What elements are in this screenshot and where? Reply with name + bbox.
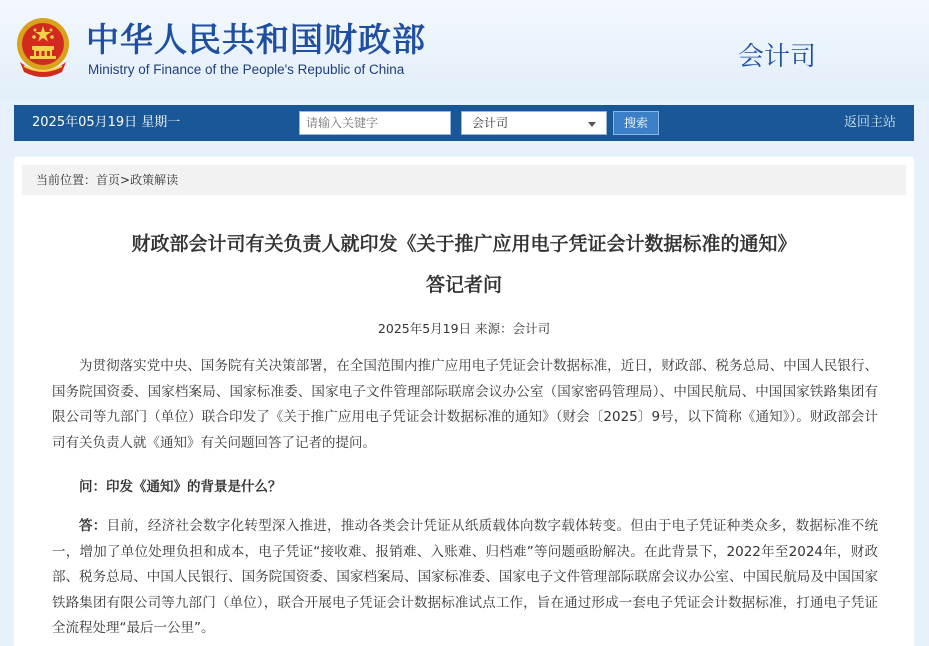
breadcrumb-prefix: 当前位置： xyxy=(36,173,97,187)
search-scope-value: 会计司 xyxy=(472,116,509,130)
department-name: 会计司 xyxy=(738,42,817,72)
site-title[interactable]: 中华人民共和国财政部 xyxy=(86,20,426,59)
site-title-english[interactable]: Ministry of Finance of the People's Republic of China xyxy=(88,62,405,77)
site-header xyxy=(0,0,929,100)
search-scope-select[interactable] xyxy=(461,111,607,135)
article-title: 财政部会计司有关负责人就印发《关于推广应用电子凭证会计数据标准的通知》 xyxy=(131,233,797,255)
current-date: 2025年05月19日 星期一 xyxy=(32,115,181,130)
answer-text: 目前，经济社会数字化转型深入推进，推动各类会计凭证从纸质载体向数字载体转变。但由于电子凭证种类众多，数据标准不统一，增加了单位处理负担和成本，电子凭证“接收难、报销难、入账难、归档难”等问题亟盼解决。在此背景下，2022年至2024年，财政部、税务总局、中国人民银行、国务院国资委、国家档案局、国家标准委、国家电子文件管理部际联席会议办公室、中国民航局及中国国家铁路集团有限公司等九部门（单位），联合开展电子凭证会计数据标准试点工作，旨在通过形成一套电子凭证会计数据标准，打通电子凭证全流程处理“最后一公里”。 xyxy=(52,518,878,636)
breadcrumb xyxy=(22,165,906,195)
answer-lead: 答： xyxy=(79,518,107,534)
search-input[interactable] xyxy=(299,111,451,135)
article-question: 问：印发《通知》的背景是什么？ xyxy=(79,479,282,495)
return-home-link[interactable]: 返回主站 xyxy=(843,115,896,130)
breadcrumb-separator: > xyxy=(120,173,131,187)
article-answer xyxy=(52,514,878,642)
article-title-line2: 答记者问 xyxy=(425,274,502,296)
breadcrumb-home-link[interactable]: 首页 xyxy=(96,173,121,187)
article-paragraph: 为贯彻落实党中央、国务院有关决策部署，在全国范围内推广应用电子凭证会计数据标准，近日，财政部、税务总局、中国人民银行、国务院国资委、国家档案局、国家标准委、国家电子文件管理部际联席会议办公室（国家密码管理局）、中国民航局、中国国家铁路集团有限公司等九部门（单位）联合印发了《关于推广应用电子凭证会计数据标准的通知》（财会〔2025〕9号，以下简称《通知》）。财政部会计司有关负责人就《通知》有关问题回答了记者的提问。 xyxy=(52,358,878,451)
nav-bar xyxy=(14,105,914,141)
search-button[interactable]: 搜索 xyxy=(613,111,659,135)
article-container xyxy=(14,157,914,646)
article-meta: 2025年5月19日 来源：会计司 xyxy=(377,321,551,336)
breadcrumb-section-link[interactable]: 政策解读 xyxy=(130,173,179,187)
national-emblem-icon[interactable] xyxy=(14,16,72,78)
chevron-down-icon xyxy=(588,122,596,127)
